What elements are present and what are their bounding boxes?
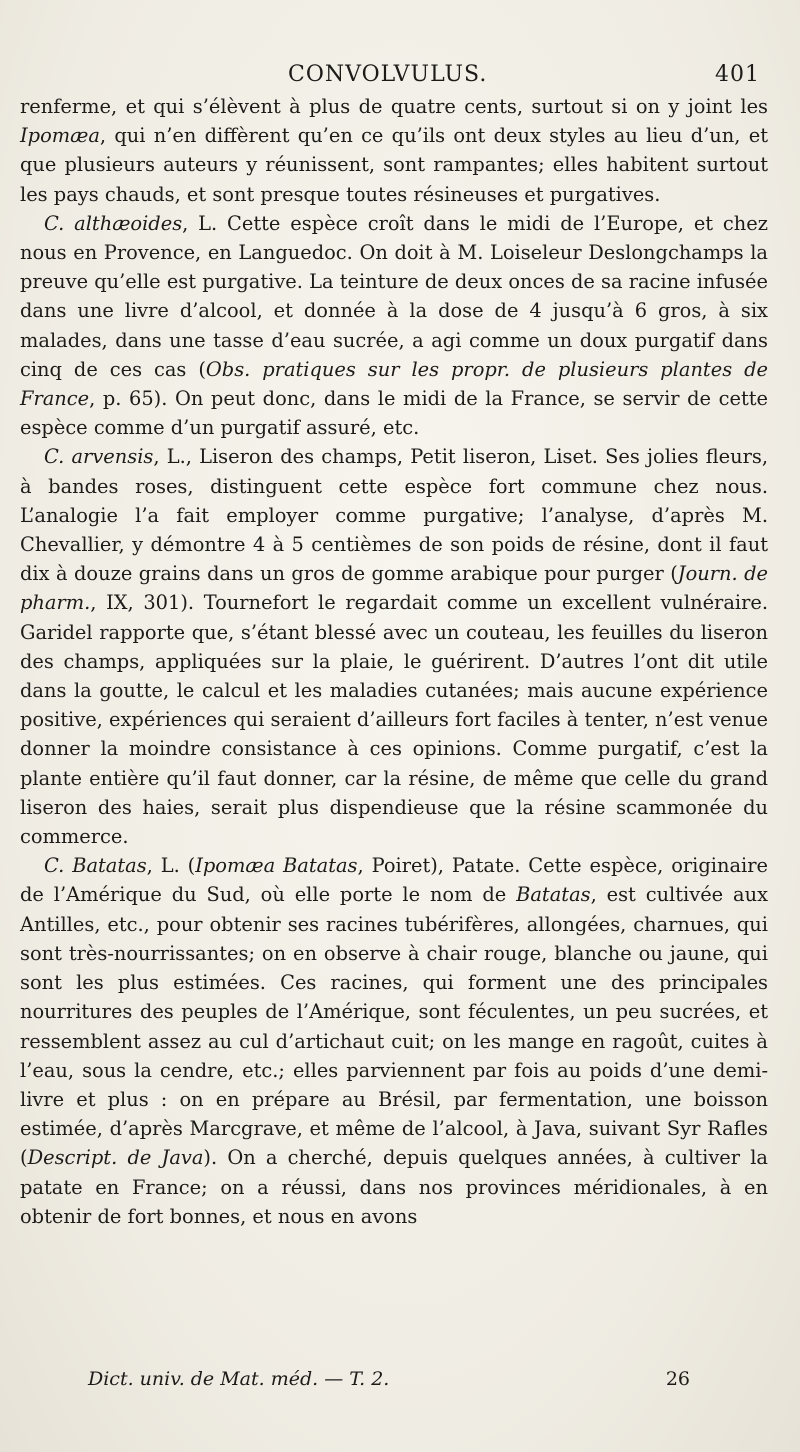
text-segment: , IX, 301). Tournefort le regardait comme un excellent vulnéraire. Garidel rapporte que, s’étant blessé avec un couteau, les feuilles du liseron des champs, appliquées sur la plaie, le guérirent. D’autres l’ont dit utile dans la goutte, le calcul et les maladies cutanées; mais aucune expérience positive, expériences qui seraient d’ailleurs fort faciles à tenter, n’est venue donner la moindre consistance à ces opinions. Comme purgatif, c’est la plante entière qu’il faut donner, car la résine, de même que celle du grand liseron des haies, serait plus dispendieuse que la résine scammonée du commerce. — [20, 591, 768, 849]
running-title: CONVOLVULUS. — [288, 62, 488, 87]
citation-title: Journ. de pharm. — [20, 562, 768, 615]
citation-title: Obs. pratiques sur les propr. de plusieurs plantes de France — [20, 357, 768, 411]
paragraph-arvensis — [20, 442, 768, 851]
text-segment: renferme, et qui s’élèvent à plus de quatre cents, surtout si on y joint les — [20, 95, 768, 118]
printer-signature: Dict. univ. de Mat. méd. — T. 2. — [88, 1368, 390, 1390]
text-segment: , L., Liseron des champs, Petit liseron, Liset. Ses jolies fleurs, à bandes roses, distinguent cette espèce fort commune chez nous. L’analogie l’a fait employer comme purgative; l’analyse, d’après M. Chevallier, y démontre 4 à 5 centièmes de son poids de résine, dont il faut dix à douze grains dans un gros de gomme arabique pour purger ( — [20, 445, 769, 586]
text-segment: ). On a cherché, depuis quelques années, à cultiver la patate en France; on a réussi, dans nos provinces méridionales, à en obtenir de fort bonnes, et nous en avons — [20, 1146, 768, 1228]
species-name: C. Batatas — [44, 854, 147, 878]
text-segment: , est cultivée aux Antilles, etc., pour obtenir ses racines tubérifères, allongées, charnues, qui sont très-nourrissantes; on en observe à chair rouge, blanche ou jaune, qui sont les plus estimées. Ces racines, qui forment une des principales nourritures des peuples de l’Amérique, sont féculentes, un peu sucrées, et ressemblent assez au cul d’artichaut cuit; on les mange en ragoût, cuites à l’eau, sous la cendre, etc.; elles parviennent par fois au poids d’une demi-livre et plus : on en prépare au Brésil, par fermentation, une boisson estimée, d’après Marcgrave, et même de l’alcool, à Java, suivant Syr Rafles ( — [20, 883, 769, 1170]
species-name: Batatas — [516, 883, 591, 907]
species-name: Ipomæa Batatas — [195, 854, 358, 878]
signature-number: 26 — [665, 1368, 690, 1390]
text-segment: , L. ( — [146, 854, 196, 878]
citation-title: Descript. de Java — [27, 1146, 204, 1170]
species-name: C. althæoides — [44, 211, 183, 235]
text-segment: , Poiret), Patate. Cette espèce, originaire de l’Amérique du Sud, où elle porte le nom de — [20, 854, 768, 907]
page-header — [20, 58, 768, 92]
page-footer — [88, 1368, 690, 1398]
text-segment: , p. 65). On peut donc, dans le midi de la France, se servir de cette espèce comme d’un purgatif assuré, etc. — [20, 387, 768, 440]
text-segment: , L. Cette espèce croît dans le midi de l’Europe, et chez nous en Provence, en Languedoc. On doit à M. Loiseleur Deslongchamps la preuve qu’elle est purgative. La teinture de deux onces de sa racine infusée dans une livre d’alcool, et donnée à la dose de 4 jusqu’à 6 gros, à six malades, dans une tasse d’eau sucrée, a agi comme un doux purgatif dans cinq de ces cas ( — [20, 211, 768, 381]
paragraph-intro — [20, 92, 768, 209]
species-name: C. arvensis — [44, 445, 154, 469]
species-name: Ipomæa — [20, 124, 100, 148]
body-text — [20, 92, 768, 1231]
paragraph-batatas — [20, 851, 768, 1231]
page-number: 401 — [715, 62, 760, 87]
paragraph-althaeoides — [20, 209, 768, 443]
text-segment: , qui n’en diffèrent qu’en ce qu’ils ont deux styles au lieu d’un, et que plusieurs auteurs y réunissent, sont rampantes; elles habitent surtout les pays chauds, et sont presque toutes résineuses et purgatives. — [20, 124, 768, 206]
